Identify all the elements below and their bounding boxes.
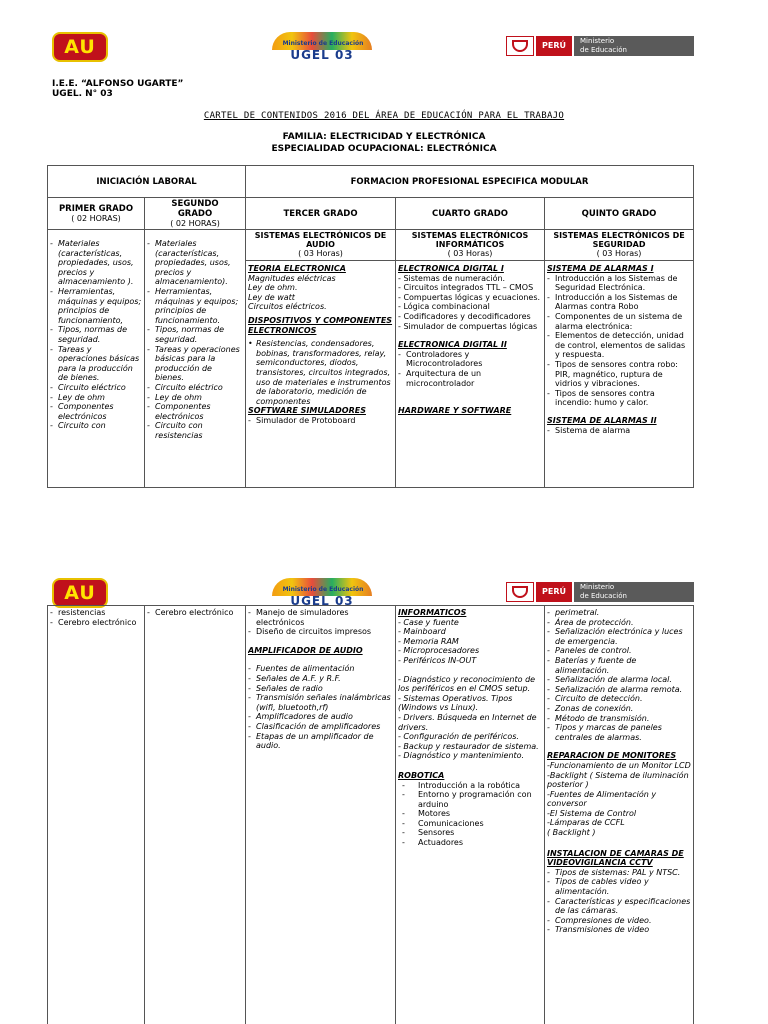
heading-alarmas-2: SISTEMA DE ALARMAS II bbox=[547, 415, 657, 425]
grade-1-contents bbox=[48, 230, 145, 488]
list-item: - Amplificadores de audio bbox=[248, 712, 393, 722]
grade-1-title: PRIMER GRADO bbox=[58, 203, 134, 214]
logo-row bbox=[0, 32, 768, 64]
ugel-logo-text-2: UGEL 03 bbox=[290, 594, 354, 608]
grade-1-list bbox=[50, 239, 142, 431]
grade-2-contents-cont bbox=[145, 606, 246, 1024]
list-item: - Tipos de sensores contra incendio: humo y calor. bbox=[547, 389, 691, 408]
grade-2-contents bbox=[145, 230, 246, 488]
list-item: - Actuadores bbox=[398, 838, 542, 848]
list-item: ( Backlight ) bbox=[547, 828, 596, 838]
list-item: - Tareas y operaciones básicas para la producción de bienes. bbox=[50, 345, 142, 383]
list-item: - Circuito con bbox=[50, 421, 142, 431]
list-item: -Backlight ( Sistema de iluminación posterior ) bbox=[547, 770, 689, 790]
grade-1-contents-cont bbox=[48, 606, 145, 1024]
alarmas-1-list bbox=[547, 274, 691, 408]
list-item: - Paneles de control. bbox=[547, 646, 691, 656]
list-item: - Señalización de alarma remota. bbox=[547, 685, 691, 695]
grade-3-contents-cont bbox=[246, 606, 396, 1024]
grade-header-4: CUARTO GRADO bbox=[396, 198, 545, 230]
list-item: - Tipos, normas de seguridad. bbox=[50, 325, 142, 344]
list-item: - Circuito eléctrico bbox=[147, 383, 243, 393]
list-item: - Sistemas Operativos. Tipos (Windows vs Linux). bbox=[398, 693, 513, 713]
list-item: • Resistencias, condensadores, bobinas, transformadores, relay, semiconductores, diodos, transistores, circuitos integrados, uso de materiales e instrumentos de laboratorio, medición de componentes bbox=[248, 339, 393, 406]
list-item: - Materiales (características, propiedades, usos, precios y almacenamiento). bbox=[147, 239, 243, 287]
list-item: - Componentes electrónicos bbox=[147, 402, 243, 421]
heading-informaticos: INFORMATICOS bbox=[398, 608, 467, 617]
group-header-professional: FORMACION PROFESIONAL ESPECIFICA MODULAR bbox=[246, 166, 694, 198]
grade-1-hours: ( 02 HORAS) bbox=[71, 213, 121, 223]
grade-header-1 bbox=[48, 198, 145, 230]
school-logo-2 bbox=[52, 578, 108, 608]
list-item: - Transmisiones de video bbox=[547, 925, 691, 935]
list-item: Ley de watt bbox=[248, 292, 295, 302]
heading-teoria-electronica: TEORIA ELECTRONICA bbox=[248, 264, 346, 273]
list-item: - Características y especificaciones de las cámaras. bbox=[547, 897, 691, 916]
list-item: - Diseño de circuitos impresos bbox=[248, 627, 393, 637]
heading-digital-2: ELECTRONICA DIGITAL II bbox=[398, 340, 507, 350]
list-item: - Tipos de cables video y alimentación. bbox=[547, 877, 691, 896]
heading-amplificador: AMPLIFICADOR DE AUDIO bbox=[248, 645, 363, 655]
list-item: -Lámparas de CCFL bbox=[547, 818, 625, 828]
ministry-label-line1: Ministerio bbox=[580, 37, 615, 45]
security-section-title: SISTEMAS ELECTRÓNICOS DE SEGURIDAD bbox=[553, 231, 685, 249]
list-item: - Introducción a la robótica bbox=[398, 781, 542, 791]
software-simuladores-list bbox=[248, 416, 393, 426]
shield-icon bbox=[506, 36, 534, 56]
list-item: - Circuito eléctrico bbox=[50, 383, 142, 393]
list-item: Ley de ohm. bbox=[248, 283, 298, 293]
alarmas-2-list bbox=[547, 426, 691, 436]
grade-2-list bbox=[147, 239, 243, 440]
list-item: - Case y fuente bbox=[398, 617, 459, 627]
ugel-logo bbox=[264, 32, 380, 62]
list-item: - Cerebro electrónico bbox=[50, 618, 142, 628]
digital-1-list bbox=[398, 274, 542, 332]
ministry-logo bbox=[506, 36, 694, 56]
list-item: Circuitos eléctricos. bbox=[248, 302, 327, 312]
list-item: - Simulador de Protoboard bbox=[248, 416, 393, 426]
security-section-hours: ( 03 Horas) bbox=[596, 249, 642, 258]
heading-hardware-software: HARDWARE Y SOFTWARE bbox=[398, 406, 512, 416]
heading-camaras-cctv: INSTALACION DE CAMARAS DE VIDEOVIGILANCIA CCTV bbox=[547, 848, 684, 868]
specialty-line: ESPECIALIDAD OCUPACIONAL: ELECTRÓNICA bbox=[271, 144, 497, 154]
list-item: - Periféricos IN-OUT bbox=[398, 655, 477, 665]
list-item: - Sensores bbox=[398, 828, 542, 838]
audio-section-title: SISTEMAS ELECTRÓNICOS DE AUDIO bbox=[254, 231, 387, 249]
digital-2-list bbox=[398, 350, 542, 388]
school-info bbox=[52, 79, 183, 99]
list-item: - Componentes electrónicos bbox=[50, 402, 142, 421]
contents-table-page-2 bbox=[47, 605, 694, 1024]
list-item: - Tipos de sistemas: PAL y NTSC. bbox=[547, 868, 691, 878]
list-item: -Funcionamiento de un Monitor LCD bbox=[547, 760, 691, 770]
list-item: - Etapas de un amplificador de audio. bbox=[248, 732, 393, 751]
school-logo bbox=[52, 32, 108, 62]
list-item: - Configuración de periféricos. bbox=[398, 732, 519, 742]
ministry-label-line2: de Educación bbox=[580, 46, 627, 54]
software-list bbox=[398, 675, 542, 761]
list-item: - Señalización de alarma local. bbox=[547, 675, 691, 685]
list-item: - Sistema de alarma bbox=[547, 426, 691, 436]
list-item: - Elementos de detección, unidad de control, elementos de salidas y respuesta. bbox=[547, 331, 691, 360]
list-item: - Señales de radio bbox=[248, 684, 393, 694]
teoria-electronica-list bbox=[248, 274, 393, 312]
ugel-logo-text: UGEL 03 bbox=[290, 48, 354, 62]
grade-5-contents bbox=[545, 230, 694, 488]
list-item: - Introducción a los Sistemas de Seguridad Electrónica. bbox=[547, 274, 691, 293]
document-title: CARTEL DE CONTENIDOS 2016 DEL ÁREA DE EDUCACIÓN PARA EL TRABAJO bbox=[203, 111, 565, 121]
ministry-label-2-line2: de Educación bbox=[580, 592, 627, 600]
heading-software-simuladores: SOFTWARE SIMULADORES bbox=[248, 406, 366, 416]
list-item: - Controladores y Microcontroladores bbox=[398, 350, 542, 369]
shield-icon bbox=[506, 582, 534, 602]
list-item: - Señalización electrónica y luces de emergencia. bbox=[547, 627, 691, 646]
list-item: - Tipos de sensores contra robo: PIR, magnético, ruptura de vidrios y vibraciones. bbox=[547, 360, 691, 389]
list-item: - resistencias bbox=[50, 608, 142, 618]
alarmas-2-list-cont bbox=[547, 608, 691, 742]
grade-4-contents-cont bbox=[396, 606, 545, 1024]
grade-header-3: TERCER GRADO bbox=[246, 198, 396, 230]
heading-alarmas-1: SISTEMA DE ALARMAS I bbox=[547, 264, 654, 273]
grade-3-contents bbox=[246, 230, 396, 488]
simuladores-list-cont bbox=[248, 608, 393, 637]
grade-2-hours: ( 02 HORAS) bbox=[170, 218, 220, 228]
ugel-logo-ministry: Ministerio de Educación bbox=[282, 40, 364, 47]
list-item: -Fuentes de Alimentación y conversor bbox=[547, 789, 657, 809]
list-item: - Materiales (características, propiedades, usos, precios y almacenamiento ). bbox=[50, 239, 142, 287]
ugel-logo-ministry-2: Ministerio de Educación bbox=[282, 586, 364, 593]
heading-digital-1: ELECTRONICA DIGITAL I bbox=[398, 264, 504, 273]
grade-2-list-cont bbox=[147, 608, 243, 618]
grade-5-contents-cont bbox=[545, 606, 694, 1024]
list-item: - Tipos y marcas de paneles centrales de alarmas. bbox=[547, 723, 691, 742]
family-line: FAMILIA: ELECTRICIDAD Y ELECTRÓNICA bbox=[282, 132, 486, 142]
list-item: - Sistemas de numeración. bbox=[398, 273, 506, 283]
list-item: -El Sistema de Control bbox=[547, 808, 637, 818]
ministry-label-2-line1: Ministerio bbox=[580, 583, 615, 591]
list-item: - Microprocesadores bbox=[398, 646, 480, 656]
informaticos-list bbox=[398, 618, 542, 666]
list-item: - Introducción a los Sistemas de Alarmas contra Robo bbox=[547, 293, 691, 312]
grade-1-list-cont bbox=[50, 608, 142, 627]
ministry-label-2 bbox=[574, 582, 694, 602]
audio-section-hours: ( 03 Horas) bbox=[298, 249, 343, 258]
list-item: - Tipos, normas de seguridad. bbox=[147, 325, 243, 344]
list-item: - Entorno y programación con arduino bbox=[398, 790, 542, 809]
list-item: - Comunicaciones bbox=[398, 819, 542, 829]
list-item: - Circuito de detección. bbox=[547, 694, 691, 704]
dispositivos-list bbox=[248, 339, 393, 406]
school-logo-text-2: AU bbox=[64, 582, 96, 604]
list-item: - Componentes de un sistema de alarma electrónica: bbox=[547, 312, 691, 331]
list-item: - Circuitos integrados TTL – CMOS bbox=[398, 283, 534, 293]
peru-label-2: PERÚ bbox=[536, 582, 572, 602]
grade-2-title-b: GRADO bbox=[177, 208, 213, 219]
document-page-2 bbox=[0, 572, 768, 1024]
list-item: - Señales de A.F. y R.F. bbox=[248, 674, 393, 684]
list-item: - Zonas de conexión. bbox=[547, 704, 691, 714]
contents-table-page-1 bbox=[47, 165, 694, 488]
ministry-logo-2 bbox=[506, 582, 694, 602]
heading-dispositivos: DISPOSITIVOS Y COMPONENTES ELECTRONICOS bbox=[248, 315, 393, 335]
grade-header-5: QUINTO GRADO bbox=[545, 198, 694, 230]
list-item: - Ley de ohm bbox=[147, 393, 243, 403]
grade-header-2 bbox=[145, 198, 246, 230]
school-name: I.E.E. “ALFONSO UGARTE” bbox=[52, 79, 184, 89]
heading-reparacion-monitores: REPARACION DE MONITORES bbox=[547, 751, 677, 761]
list-item: Magnitudes eléctricas bbox=[248, 273, 336, 283]
peru-label: PERÚ bbox=[536, 36, 572, 56]
list-item: - Circuito con resistencias bbox=[147, 421, 243, 440]
list-item: - perimetral. bbox=[547, 608, 691, 618]
robotica-list bbox=[398, 781, 542, 848]
list-item: - Lógica combinacional bbox=[398, 302, 490, 312]
list-item: - Ley de ohm bbox=[50, 393, 142, 403]
informatics-section-hours: ( 03 Horas) bbox=[447, 249, 493, 258]
amplificador-list bbox=[248, 664, 393, 750]
list-item: - Simulador de compuertas lógicas bbox=[398, 321, 538, 331]
list-item: - Herramientas, máquinas y equipos; principios de funcionamiento, bbox=[50, 287, 142, 325]
list-item: - Backup y restaurador de sistema. bbox=[398, 741, 539, 751]
list-item: - Drivers. Búsqueda en Internet de drivers. bbox=[398, 712, 537, 732]
list-item: - Mainboard bbox=[398, 627, 446, 637]
grade-4-contents bbox=[396, 230, 545, 488]
list-item: - Compuertas lógicas y ecuaciones. bbox=[398, 292, 541, 302]
list-item: - Arquitectura de un microcontrolador bbox=[398, 369, 542, 388]
list-item: - Transmisión señales inalámbricas (wifi, bluetooth,rf) bbox=[248, 693, 393, 712]
ugel-number: UGEL. N° 03 bbox=[52, 89, 113, 99]
list-item: - Diagnóstico y mantenimiento. bbox=[398, 751, 525, 761]
list-item: - Método de transmisión. bbox=[547, 714, 691, 724]
group-header-initiation: INICIACIÓN LABORAL bbox=[48, 166, 246, 198]
informatics-section-title: SISTEMAS ELECTRÓNICOS INFORMÁTICOS bbox=[411, 231, 529, 249]
heading-robotica: ROBOTICA bbox=[398, 770, 445, 780]
list-item: - Clasificación de amplificadores bbox=[248, 722, 393, 732]
list-item: - Memoria RAM bbox=[398, 636, 459, 646]
list-item: - Motores bbox=[398, 809, 542, 819]
grade-2-title-a: SEGUNDO bbox=[171, 198, 219, 209]
list-item: - Herramientas, máquinas y equipos; principios de funcionamiento. bbox=[147, 287, 243, 325]
list-item: - Área de protección. bbox=[547, 618, 691, 628]
list-item: - Tareas y operaciones básicas para la producción de bienes. bbox=[147, 345, 243, 383]
list-item: - Diagnóstico y reconocimiento de los periféricos en el CMOS setup. bbox=[398, 674, 536, 694]
list-item: - Manejo de simuladores electrónicos bbox=[248, 608, 393, 627]
list-item: - Fuentes de alimentación bbox=[248, 664, 393, 674]
ministry-label bbox=[574, 36, 694, 56]
school-logo-text: AU bbox=[64, 36, 96, 58]
list-item: - Codificadores y decodificadores bbox=[398, 311, 531, 321]
list-item: - Baterías y fuente de alimentación. bbox=[547, 656, 691, 675]
list-item: - Cerebro electrónico bbox=[147, 608, 243, 618]
ugel-logo-2 bbox=[264, 578, 380, 608]
reparacion-monitores-list bbox=[547, 761, 691, 838]
camaras-cctv-list bbox=[547, 868, 691, 935]
list-item: - Compresiones de video. bbox=[547, 916, 691, 926]
